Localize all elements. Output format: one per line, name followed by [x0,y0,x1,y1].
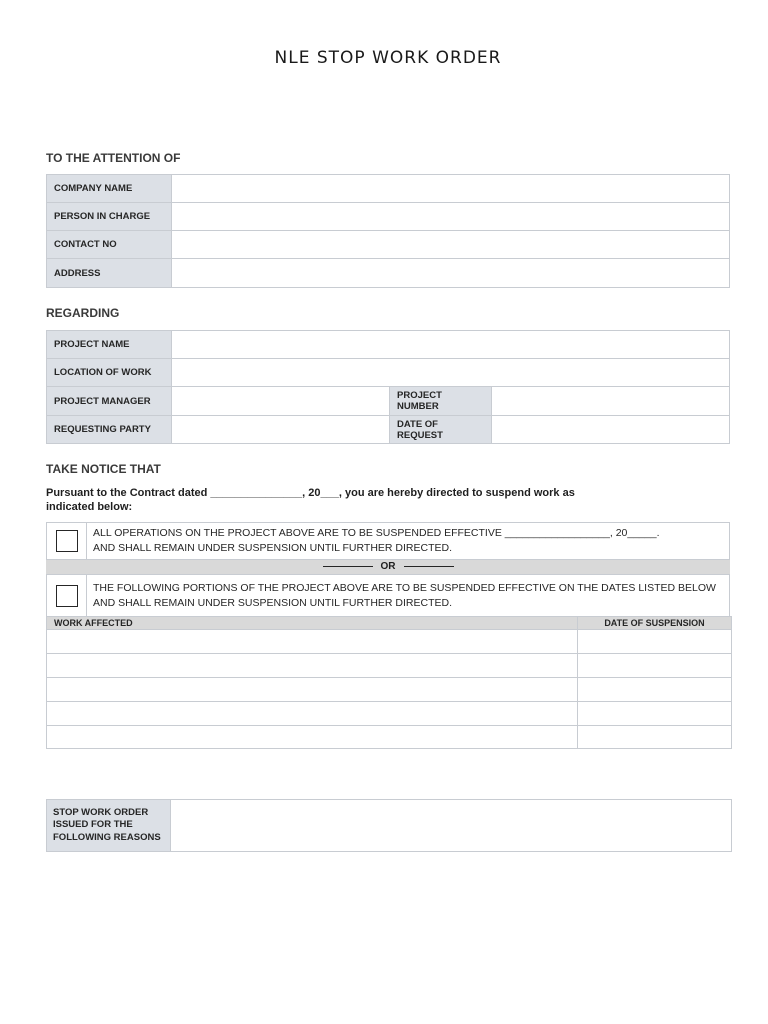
table-row [47,726,732,749]
work-affected-cell[interactable] [47,726,578,749]
location-of-work-field[interactable] [172,359,730,387]
option-portions-checkbox[interactable] [56,585,78,607]
notice-heading: TAKE NOTICE THAT [46,462,161,476]
project-number-field[interactable] [492,387,730,416]
location-of-work-label: LOCATION OF WORK [47,359,172,387]
reasons-field[interactable] [171,800,732,852]
address-field[interactable] [172,259,730,288]
company-name-field[interactable] [172,175,730,203]
person-in-charge-field[interactable] [172,203,730,231]
regarding-heading: REGARDING [46,306,120,320]
option-all-line2: AND SHALL REMAIN UNDER SUSPENSION UNTIL FURTHER DIRECTED. [93,541,452,554]
reasons-label-line3: FOLLOWING REASONS [53,831,161,843]
page-title: NLE STOP WORK ORDER [274,48,502,68]
option-portions-line1: THE FOLLOWING PORTIONS OF THE PROJECT ABOVE ARE TO BE SUSPENDED EFFECTIVE ON THE DATES LISTED BELOW [93,582,716,594]
reasons-label-line1: STOP WORK ORDER [53,806,149,818]
date-of-suspension-cell[interactable] [578,702,732,726]
regarding-table [46,330,730,444]
work-affected-header: WORK AFFECTED [47,617,578,630]
date-of-suspension-cell[interactable] [578,630,732,654]
date-of-suspension-cell[interactable] [578,726,732,749]
option-all-text [93,526,723,555]
attention-heading: TO THE ATTENTION OF [46,151,181,165]
option-all-line1: ALL OPERATIONS ON THE PROJECT ABOVE ARE TO BE SUSPENDED EFFECTIVE __________________, 20_____. [93,527,660,539]
table-row [47,630,732,654]
date-of-suspension-cell[interactable] [578,654,732,678]
table-row [47,702,732,726]
project-manager-label: PROJECT MANAGER [47,387,172,416]
work-affected-cell[interactable] [47,678,578,702]
or-label: OR [380,561,396,572]
contact-no-field[interactable] [172,231,730,259]
reasons-label [47,800,171,852]
date-of-suspension-header: DATE OF SUSPENSION [578,617,732,630]
notice-text: Pursuant to the Contract dated _______________, 20___, you are hereby directed to suspend work as indicated below: [46,487,575,513]
date-of-suspension-cell[interactable] [578,678,732,702]
table-row [47,678,732,702]
project-manager-field[interactable] [172,387,390,416]
project-number-label: PROJECT NUMBER [390,387,492,416]
requesting-party-label: REQUESTING PARTY [47,416,172,444]
reasons-table [46,799,732,852]
address-label: ADDRESS [47,259,172,288]
work-affected-table [46,616,732,749]
date-of-request-field[interactable] [492,416,730,444]
work-affected-cell[interactable] [47,630,578,654]
requesting-party-field[interactable] [172,416,390,444]
option-portions-line2: AND SHALL REMAIN UNDER SUSPENSION UNTIL FURTHER DIRECTED. [93,596,452,609]
or-separator [46,560,730,574]
contact-no-label: CONTACT NO [47,231,172,259]
work-affected-cell[interactable] [47,654,578,678]
person-in-charge-label: PERSON IN CHARGE [47,203,172,231]
option-all-checkbox[interactable] [56,530,78,552]
attention-table [46,174,730,288]
project-name-field[interactable] [172,331,730,359]
company-name-label: COMPANY NAME [47,175,172,203]
project-name-label: PROJECT NAME [47,331,172,359]
reasons-label-line2: ISSUED FOR THE [53,819,133,831]
table-row [47,654,732,678]
work-affected-cell[interactable] [47,702,578,726]
option-portions-text [93,581,723,610]
date-of-request-label: DATE OF REQUEST [390,416,492,444]
